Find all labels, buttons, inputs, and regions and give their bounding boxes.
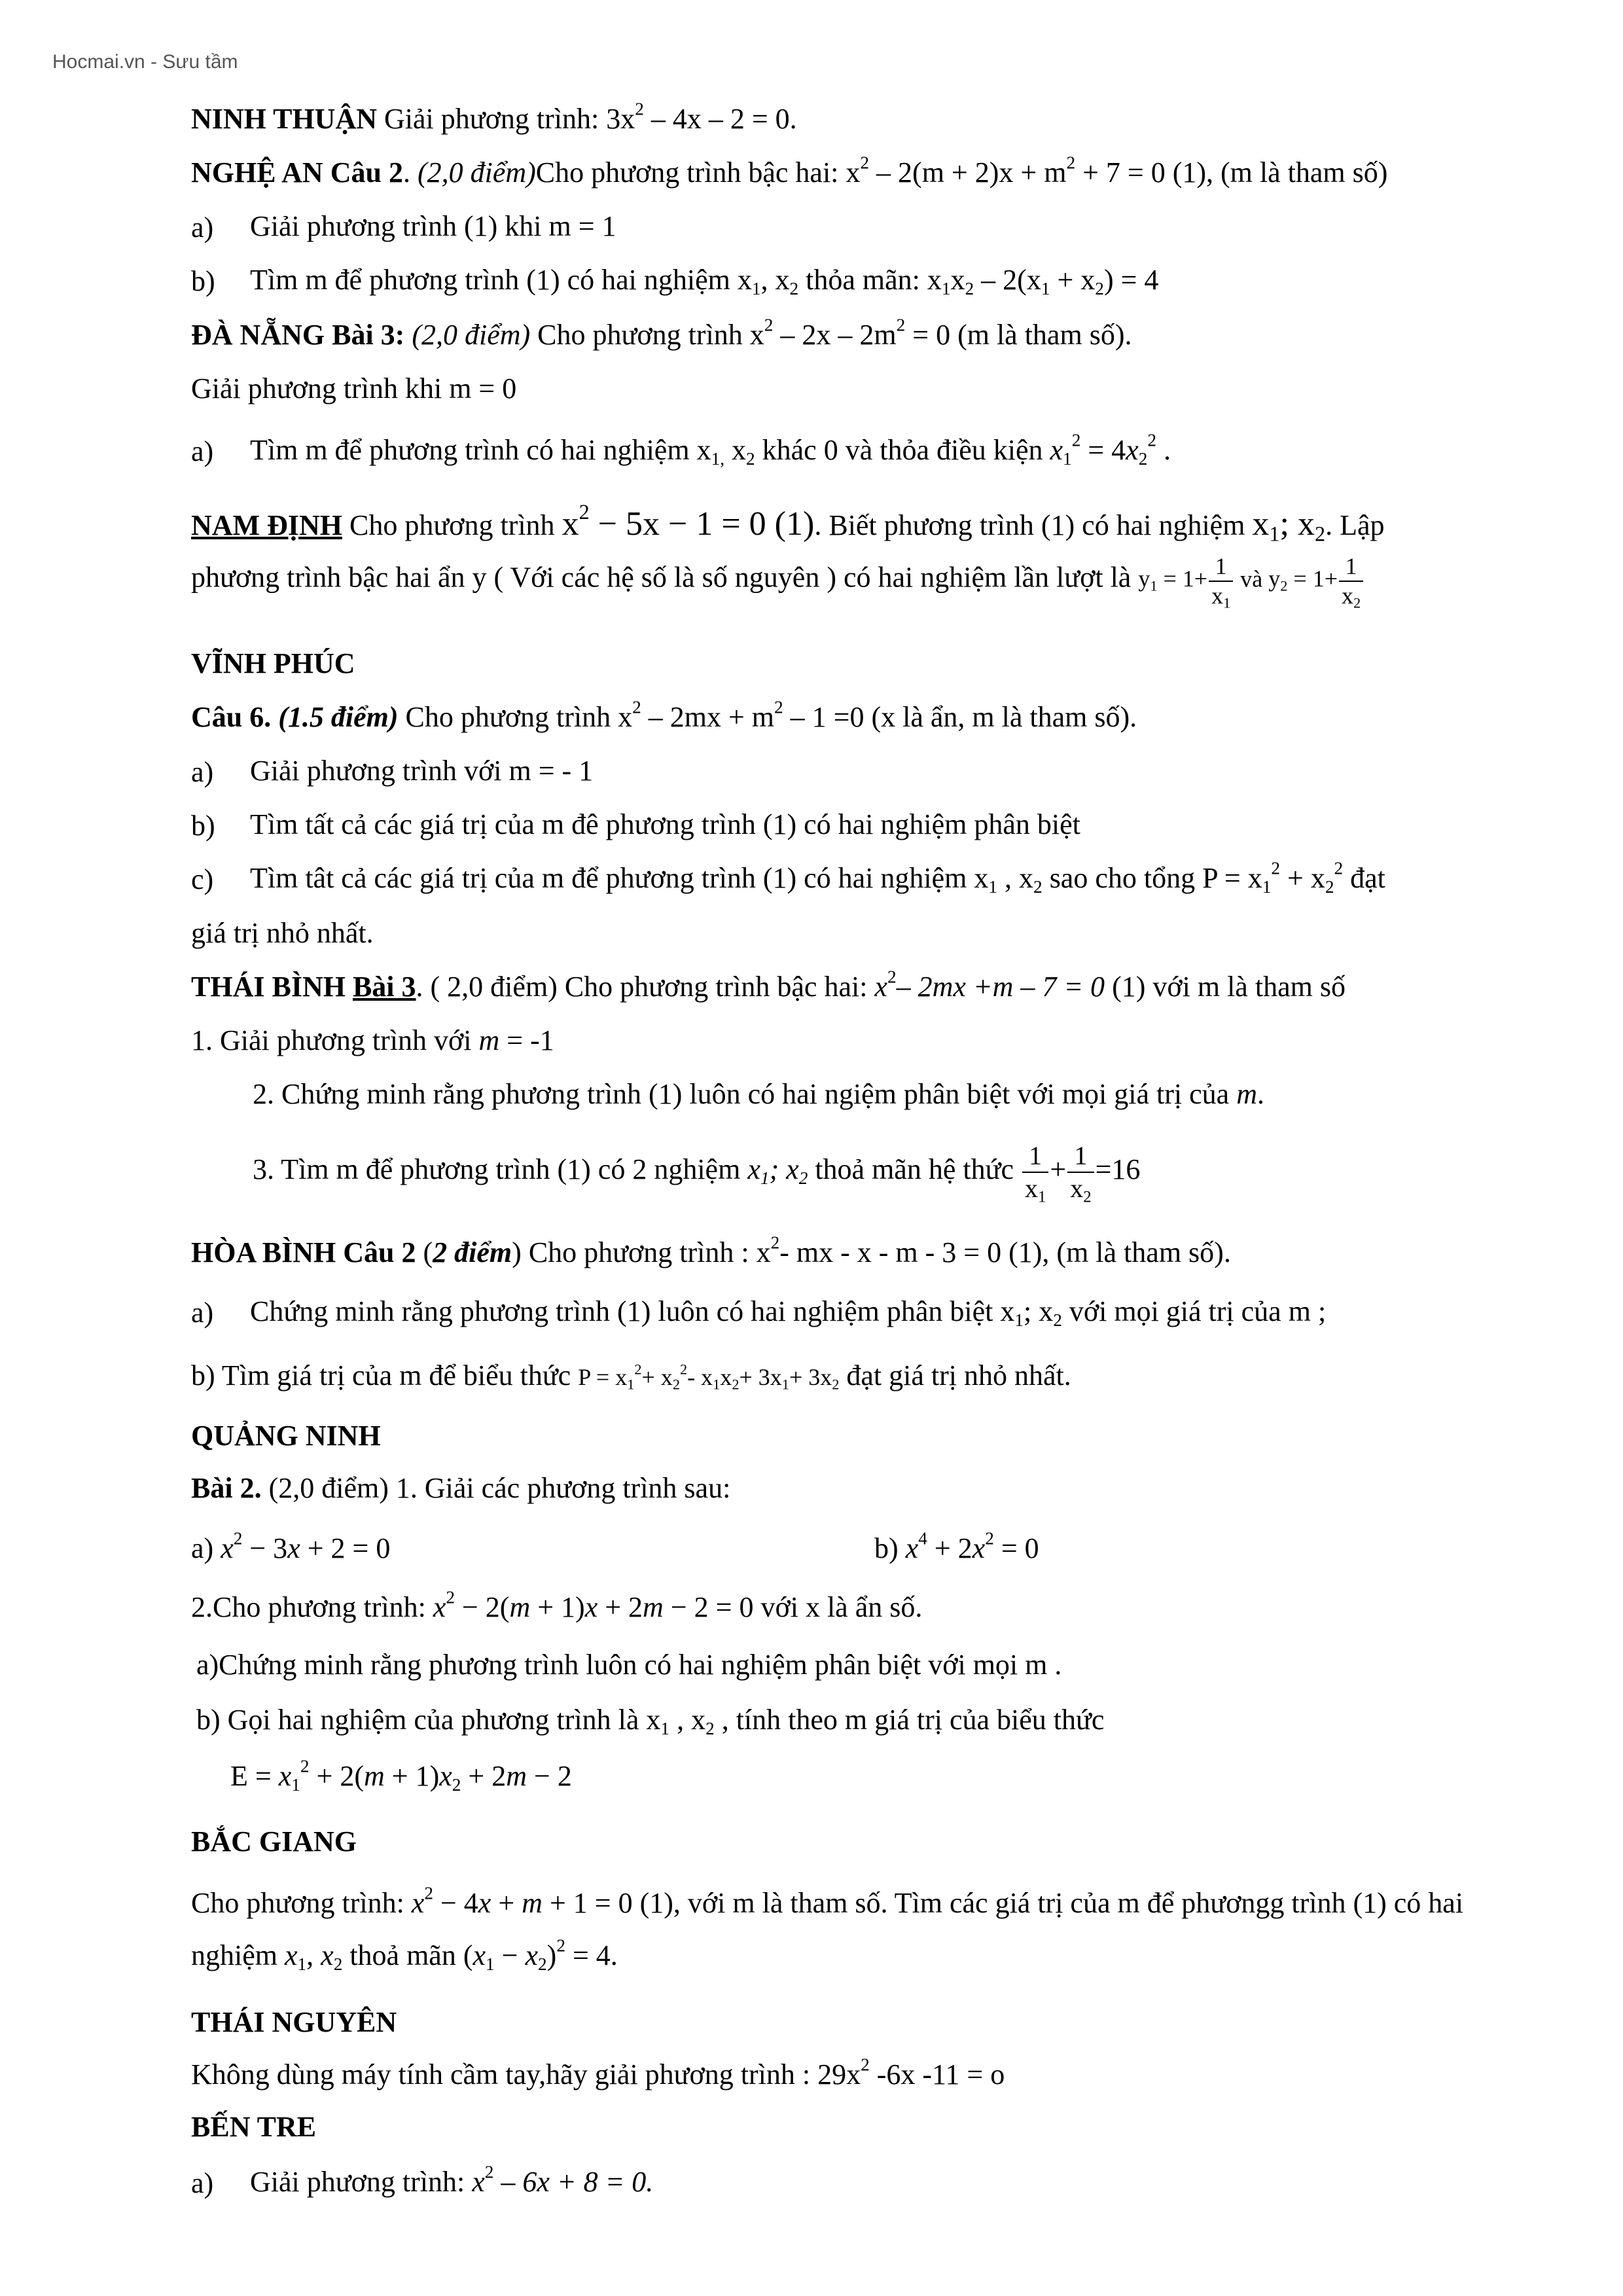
vinh-phuc-problem: Câu 6. (1.5 điểm) Cho phương trình $x^2 - 2mx + m^2 - 1 =0$ (x là ẩn, m là tham số). — [191, 697, 1137, 733]
ben-tre-a-prompt: Giải phương trình: — [250, 2166, 473, 2198]
thai-binh-i3-val: =16 — [1095, 1153, 1141, 1186]
thai-nguyen-problem: Không dùng máy tính cầm tay,hãy giải phương trình : $29x^2$ -6x -11 = o — [191, 2054, 1005, 2090]
thai-nguyen-tail: -6x -11 = o — [869, 2058, 1005, 2090]
thai-binh-problem: THÁI BÌNH Bài 3. ( 2,0 điểm) Cho phương trình bậc hai: $x^2-$ 2mx +m – 7 = 0 (1) với m là tham số — [191, 967, 1346, 1003]
quang-ninh-heading: QUẢNG NINH — [191, 1420, 381, 1452]
quang-ninh-bai-text: (2,0 điểm) 1. Giải các phương trình sau: — [261, 1472, 731, 1504]
ben-tre-heading: BẾN TRE — [191, 2111, 317, 2143]
watermark: Hocmai.vn - Sưu tầm — [52, 51, 238, 73]
nghe-an-heading: NGHỆ AN Câu 2 — [191, 156, 403, 188]
ninh-thuan-tail: – 4x – 2 = 0. — [643, 103, 797, 135]
quang-ninh-ia: a)Chứng minh rằng phương trình luôn có hai nghiệm phân biệt với mọi m . — [196, 1649, 1062, 1681]
vinh-phuc-c-text: Tìm tât cả các giá trị của m để phương trình (1) có hai nghiệm $x_1$ , $x_2$ sao cho tổng $P = x_1^2 + x_2^2$ đạt — [250, 858, 1385, 897]
thai-binh-i2-text: 2. Chứng minh rằng phương trình (1) luôn có hai ngiệm phân biệt với mọi giá trị của — [253, 1078, 1237, 1110]
da-nang-mid: – 2x – 2m — [773, 319, 897, 351]
da-nang-a-text: Tìm m để phương trình có hai nghiệm $x_{1,}$ $x_2$ khác 0 và thỏa điều kiện $x_1^2 = 4x_2^2$ . — [250, 430, 1171, 469]
bac-giang-text: Cho phương trình: — [191, 1887, 412, 1919]
vinh-phuc-tail: – 1 =0 (x là ẩn, m là tham số). — [783, 701, 1137, 733]
da-nang-a-prompt: Tìm m để phương trình có hai nghiệm x — [250, 434, 711, 466]
nam-dinh-line2-text: phương trình bậc hai ẩn y ( Với các hệ số là số nguyên ) có hai nghiệm lần lượt là — [191, 561, 1139, 594]
hoa-binh-a-prompt: Chứng minh rằng phương trình (1) luôn có hai nghiệm phân biệt — [250, 1295, 1001, 1327]
vinh-phuc-c-line2: giá trị nhỏ nhất. — [191, 917, 374, 949]
nam-dinh-line2 — [191, 552, 1364, 610]
nam-dinh-y1: $y_1 = 1+$ $\frac{1}{x_1}$ — [1138, 565, 1234, 592]
quang-ninh-a: a) $x^2 - 3x + 2 = 0$ — [191, 1528, 391, 1564]
bac-giang-thoa: thoả mãn — [342, 1939, 463, 1971]
da-nang-a-label: a) — [191, 435, 214, 467]
nam-dinh-lap: . Lập — [1325, 509, 1385, 541]
nam-dinh-text: Cho phương trình — [342, 509, 562, 541]
nghe-an-a-label: a) — [191, 211, 214, 243]
hoa-binh-problem: HÒA BÌNH Câu 2 (2 điểm) Cho phương trình : $x^2-$ mx - x - m - 3 = 0 (1), (m là tham số). — [191, 1232, 1231, 1268]
hoa-binh-b-expr: $P = x_1^2+ x_2^2-$ $x_1x_2+ 3x_1+ 3x_2$ — [578, 1361, 840, 1393]
thai-binh-bai: Bài 3 — [352, 971, 416, 1003]
ben-tre-a-label: a) — [191, 2167, 214, 2199]
da-nang-score: (2,0 điểm) — [412, 319, 531, 351]
da-nang-tail: = 0 (m là tham số). — [905, 319, 1132, 351]
hoa-binh-b-tail: đạt giá trị nhỏ nhất. — [839, 1359, 1071, 1391]
da-nang-heading: ĐÀ NẴNG Bài 3: — [191, 319, 405, 351]
vinh-phuc-score: (1.5 điểm) — [278, 701, 399, 733]
nghe-an-b-cond: thỏa mãn: x — [798, 264, 942, 296]
nghe-an-b-text: Tìm m để phương trình (1) có hai nghiệm $x_1$, $x_2$ thỏa mãn: $x_1x_2 - 2(x_1 + x_2) = 4$ — [250, 264, 1159, 299]
da-nang-text: Cho phương trình x — [530, 319, 764, 351]
nam-dinh-y2: $y_2 = 1+$ $\frac{1}{x_2}$ — [1268, 565, 1364, 592]
ben-tre-a-text: Giải phương trình: $x^2 - 6x + 8 = 0$. — [250, 2162, 654, 2198]
thai-nguyen-heading: THÁI NGUYÊN — [191, 2006, 397, 2038]
hoa-binh-heading: HÒA BÌNH Câu 2 — [191, 1236, 416, 1268]
hoa-binh-text: Cho phương trình : x — [521, 1236, 771, 1268]
quang-ninh-b: b) $x^4 + 2x^2 = 0$ — [874, 1528, 1039, 1564]
bac-giang-tail: (1), với m là tham số. Tìm các giá trị của m để phươngg trình (1) có hai — [632, 1887, 1464, 1919]
thai-binh-item-3: 3. Tìm m để phương trình (1) có 2 nghiệm $x_1$; $x_2$ thoả mãn hệ thức $\frac{1}{x_1}$ + $\frac{1}{x_2}$ =16 — [253, 1141, 1141, 1206]
quang-ninh-e-label: E = — [230, 1760, 279, 1792]
quang-ninh-i2-text: 2.Cho phương trình: — [191, 1591, 433, 1623]
hoa-binh-tail: - mx - x - m - 3 = 0 (1), (m là tham số). — [779, 1236, 1231, 1268]
vinh-phuc-b-label: b) — [191, 810, 215, 842]
bac-giang-line2-text: nghiệm — [191, 1939, 285, 1971]
hoa-binh-b-text — [191, 1360, 1071, 1391]
nghe-an-text: Cho phương trình bậc hai: x — [535, 156, 861, 188]
nam-dinh-equation: $x^2 - 5x - 1 = 0$ (1) — [562, 499, 815, 543]
vinh-phuc-a-label: a) — [191, 756, 214, 788]
quang-ninh-a-label: a) — [191, 1532, 214, 1564]
hoa-binh-a-tail: với mọi giá trị của m ; — [1069, 1295, 1327, 1327]
bac-giang-problem: Cho phương trình: $x^2 - 4x + m + 1 = 0$ (1), với m là tham số. Tìm các giá trị của m để phươngg trình (1) có hai — [191, 1883, 1464, 1919]
nghe-an-b-label: b) — [191, 265, 215, 297]
thai-binh-item-2: 2. Chứng minh rằng phương trình (1) luôn có hai ngiệm phân biệt với mọi giá trị của m. — [253, 1078, 1264, 1110]
thai-binh-score: . ( 2,0 điểm) Cho phương trình bậc hai: — [416, 971, 875, 1003]
nghe-an-score: (2,0 điểm) — [417, 156, 536, 188]
vinh-phuc-c-mid: sao cho tổng P = x — [1042, 862, 1262, 894]
nam-dinh-heading: NAM ĐỊNH — [191, 509, 342, 541]
ninh-thuan-prompt: Giải phương trình: 3x — [377, 103, 635, 135]
hoa-binh-a-label: a) — [191, 1297, 214, 1329]
vinh-phuc-b-text: Tìm tất cả các giá trị của m đê phương trình (1) có hai nghiệm phân biệt — [250, 808, 1080, 840]
nam-dinh-va: và — [1234, 565, 1269, 592]
hoa-binh-a-text: Chứng minh rằng phương trình (1) luôn có hai nghiệm phân biệt $x_1$; $x_2$ với mọi giá trị của m ; — [250, 1295, 1327, 1331]
nghe-an-b-prompt: Tìm m để phương trình (1) có hai nghiệm x — [250, 264, 752, 296]
nghe-an-a-text: Giải phương trình (1) khi m = 1 — [250, 210, 616, 242]
vinh-phuc-c-label: c) — [191, 863, 214, 895]
vinh-phuc-c-tail: đạt — [1343, 862, 1385, 894]
vinh-phuc-mid: – 2mx + m — [641, 701, 775, 733]
ninh-thuan-heading: NINH THUẬN — [191, 103, 378, 135]
quang-ninh-ib: b) Gọi hai nghiệm của phương trình là $x_1$ , $x_2$ , tính theo m giá trị của biểu thức — [196, 1704, 1105, 1739]
ninh-thuan-problem: NINH THUẬN Giải phương trình: $3x^2 - 4x - 2 = 0$. — [191, 99, 797, 135]
quang-ninh-bai-label: Bài 2. — [191, 1472, 262, 1504]
vinh-phuc-heading: VĨNH PHÚC — [191, 647, 355, 679]
thai-binh-heading: THÁI BÌNH — [191, 971, 346, 1003]
thai-binh-i3-text: 3. Tìm m để phương trình (1) có 2 nghiệm — [253, 1153, 748, 1186]
nam-dinh-problem — [191, 499, 1385, 546]
quang-ninh-i2-tail: với x là ẩn số. — [753, 1591, 923, 1623]
thai-binh-tail: (1) với m là tham số — [1105, 971, 1346, 1003]
quang-ninh-ib-text: b) Gọi hai nghiệm của phương trình là x — [196, 1704, 661, 1736]
bac-giang-line2: nghiệm $x_1$, $x_2$ thoả mãn $(x_1 - x_2)^2 = 4$. — [191, 1935, 618, 1975]
quang-ninh-e: $E = x_1^2 + 2(m + 1)x_2 + 2m - 2$ — [230, 1756, 572, 1795]
thai-binh-i3-mid: thoả mãn hệ thức — [808, 1153, 1021, 1186]
vinh-phuc-cau: Câu 6. — [191, 701, 272, 733]
hoa-binh-score: 2 điểm — [433, 1236, 512, 1268]
quang-ninh-b-label: b) — [874, 1532, 899, 1564]
hoa-binh-b-prompt: b) Tìm giá trị của m để biểu thức — [191, 1359, 579, 1391]
nghe-an-problem: NGHỆ AN Câu 2. (2,0 điểm)Cho phương trình bậc hai: $x^2 - 2(m + 2)x + m^2 + 7 = 0$ (1), (m là tham số) — [191, 152, 1388, 188]
thai-binh-eq: – 2mx +m – 7 = 0 — [896, 971, 1105, 1003]
da-nang-a-cond: khác 0 và thỏa điều kiện — [755, 434, 1050, 466]
nghe-an-mid: – 2(m + 2)x + m — [869, 156, 1067, 188]
thai-nguyen-text: Không dùng máy tính cầm tay,hãy giải phương trình : 29x — [191, 2058, 861, 2090]
da-nang-sub: Giải phương trình khi m = 0 — [191, 372, 517, 404]
quang-ninh-item-2: 2.Cho phương trình: $x^2 - 2(m + 1)x + 2m - 2 = 0$ với x là ẩn số. — [191, 1587, 923, 1623]
thai-binh-i1-val: = -1 — [499, 1024, 554, 1056]
nam-dinh-after: . Biết phương trình (1) có hai nghiệm — [814, 509, 1253, 541]
quang-ninh-bai — [191, 1473, 730, 1504]
quang-ninh-ib-tail: , tính theo m giá trị của biểu thức — [714, 1704, 1105, 1736]
vinh-phuc-a-text: Giải phương trình với m = - 1 — [250, 755, 594, 787]
nam-dinh-roots: $x_1$; $x_2$ — [1252, 505, 1326, 546]
da-nang-problem: ĐÀ NẴNG Bài 3: (2,0 điểm) Cho phương trình $x^2 - 2x - 2m^2 = 0$ (m là tham số). — [191, 315, 1132, 351]
vinh-phuc-c-prompt: Tìm tât cả các giá trị của m để phương trình (1) có hai nghiệm x — [250, 862, 989, 894]
bac-giang-heading: BẮC GIANG — [191, 1825, 357, 1857]
thai-binh-item-1: 1. Giải phương trình với m = -1 — [191, 1024, 554, 1056]
vinh-phuc-text: Cho phương trình x — [398, 701, 633, 733]
nghe-an-tail: + 7 = 0 (1), (m là tham số) — [1075, 156, 1388, 188]
thai-binh-i1-text: 1. Giải phương trình với — [191, 1024, 479, 1056]
